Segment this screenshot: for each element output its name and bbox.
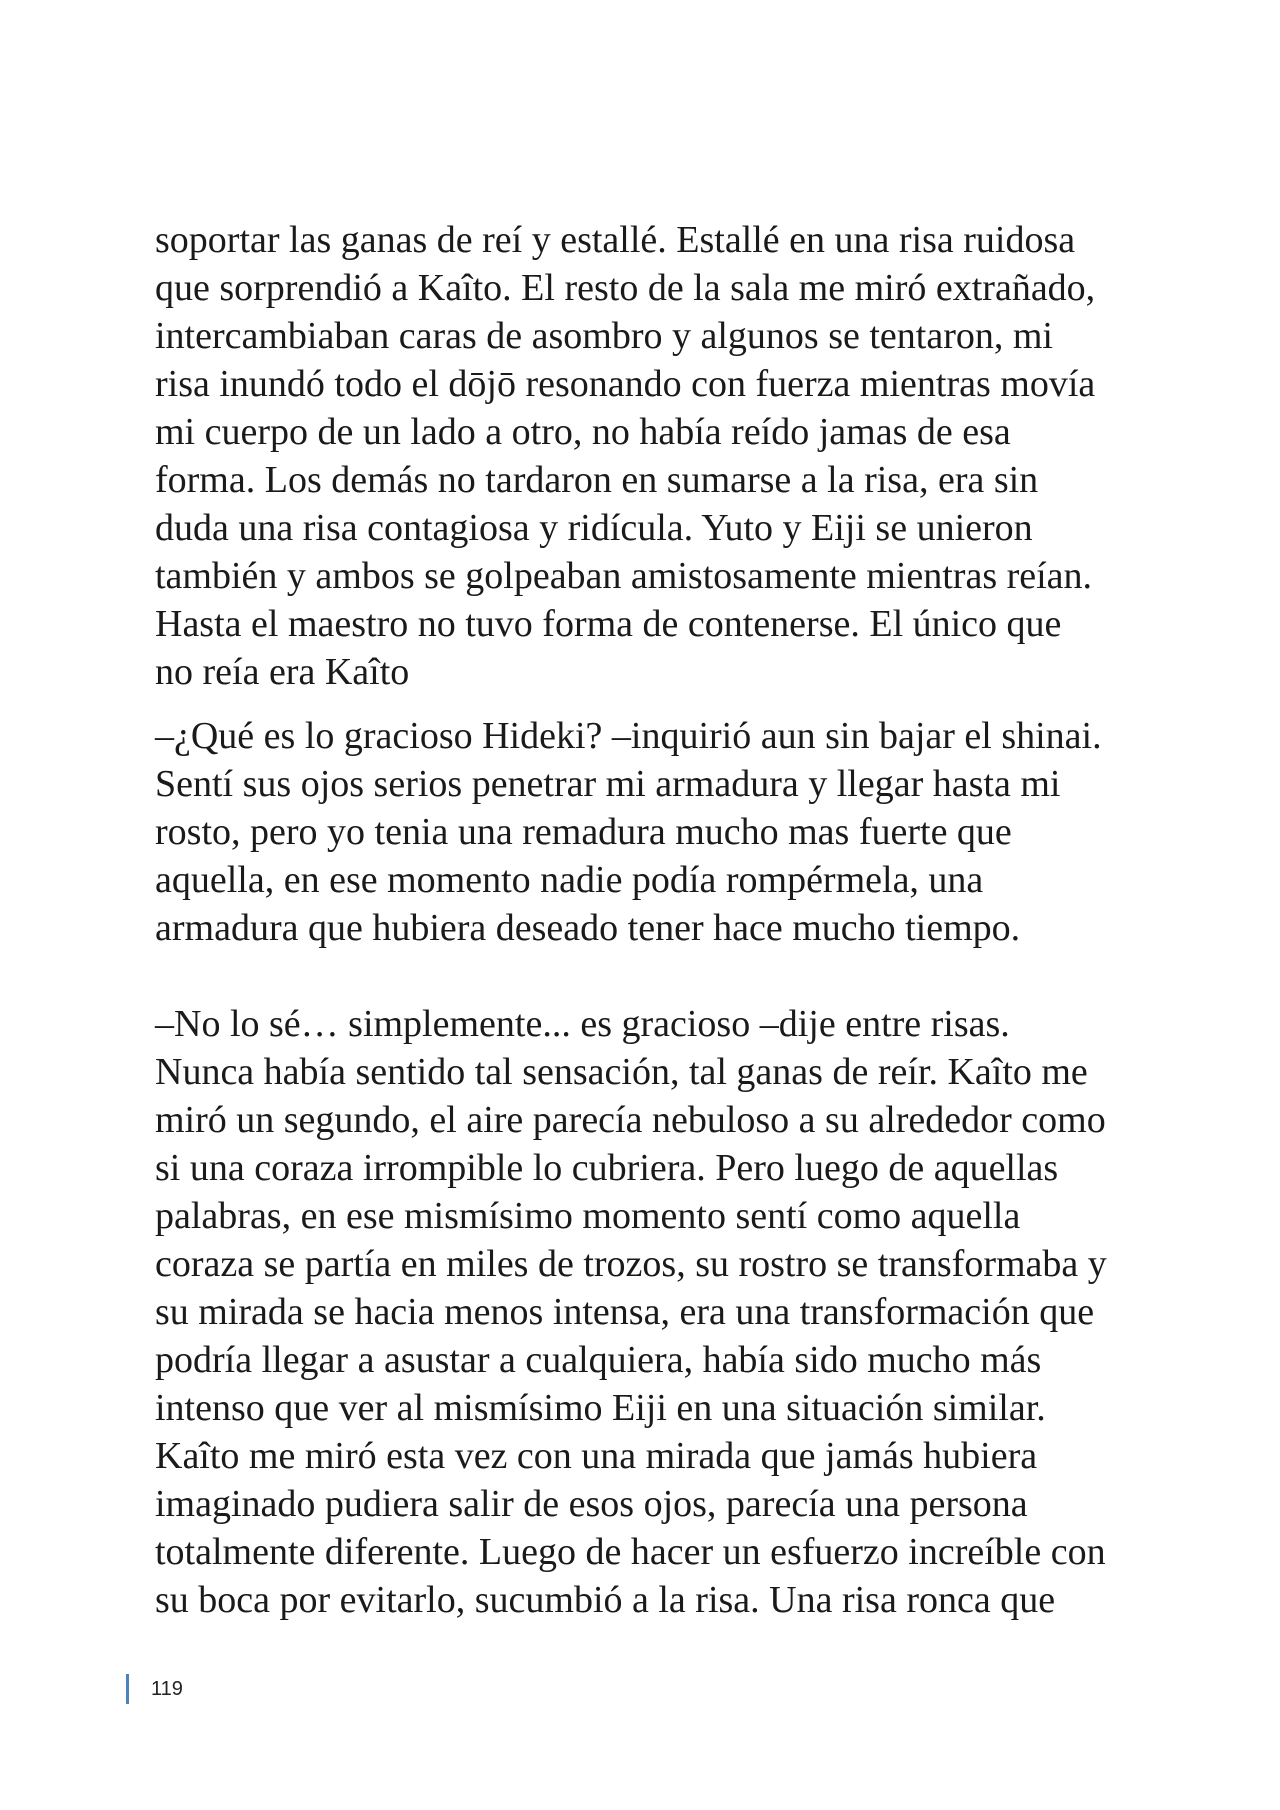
text-line: no reía era Kaîto bbox=[155, 651, 410, 693]
page-number: 119 bbox=[151, 1677, 183, 1700]
text-line: su mirada se hacia menos intensa, era una transformación que bbox=[155, 1291, 1095, 1333]
text-line: también y ambos se golpeaban amistosamente mientras reían. bbox=[155, 555, 1093, 597]
text-line: intercambiaban caras de asombro y algunos se tentaron, mi bbox=[155, 315, 1053, 357]
text-line: su boca por evitarlo, sucumbió a la risa. Una risa ronca que bbox=[155, 1579, 1056, 1621]
paragraph-1 bbox=[155, 216, 1140, 696]
text-line: Nunca había sentido tal sensación, tal ganas de reír. Kaîto me bbox=[155, 1051, 1088, 1093]
text-line: miró un segundo, el aire parecía nebuloso a su alrededor como bbox=[155, 1099, 1106, 1141]
text-line: –No lo sé… simplemente... es gracioso –dije entre risas. bbox=[155, 1003, 1010, 1045]
text-line: Sentí sus ojos serios penetrar mi armadura y llegar hasta mi bbox=[155, 763, 1061, 805]
text-line: podría llegar a asustar a cualquiera, había sido mucho más bbox=[155, 1339, 1042, 1381]
text-line: Hasta el maestro no tuvo forma de contenerse. El único que bbox=[155, 603, 1062, 645]
text-line: duda una risa contagiosa y ridícula. Yuto y Eiji se unieron bbox=[155, 507, 1033, 549]
text-line: intenso que ver al mismísimo Eiji en una situación similar. bbox=[155, 1387, 1046, 1429]
text-line: rosto, pero yo tenia una remadura mucho mas fuerte que bbox=[155, 811, 1012, 853]
text-line: armadura que hubiera deseado tener hace mucho tiempo. bbox=[155, 907, 1021, 949]
paragraph-3 bbox=[155, 1000, 1140, 1624]
text-line: totalmente diferente. Luego de hacer un esfuerzo increíble con bbox=[155, 1531, 1106, 1573]
text-line: forma. Los demás no tardaron en sumarse a la risa, era sin bbox=[155, 459, 1039, 501]
page-footer bbox=[126, 1673, 183, 1705]
paragraph-2 bbox=[155, 712, 1140, 952]
page-number-accent-bar bbox=[126, 1674, 129, 1704]
text-line: imaginado pudiera salir de esos ojos, parecía una persona bbox=[155, 1483, 1028, 1525]
text-line: aquella, en ese momento nadie podía rompérmela, una bbox=[155, 859, 984, 901]
text-line: palabras, en ese mismísimo momento sentí como aquella bbox=[155, 1195, 1021, 1237]
text-line: risa inundó todo el dōjō resonando con fuerza mientras movía bbox=[155, 363, 1096, 405]
text-line: soportar las ganas de reí y estallé. Estallé en una risa ruidosa bbox=[155, 219, 1076, 261]
text-line: si una coraza irrompible lo cubriera. Pero luego de aquellas bbox=[155, 1147, 1059, 1189]
text-line: coraza se partía en miles de trozos, su rostro se transformaba y bbox=[155, 1243, 1107, 1285]
text-line: Kaîto me miró esta vez con una mirada que jamás hubiera bbox=[155, 1435, 1038, 1477]
text-line: –¿Qué es lo gracioso Hideki? –inquirió aun sin bajar el shinai. bbox=[155, 715, 1102, 757]
text-line: que sorprendió a Kaîto. El resto de la sala me miró extrañado, bbox=[155, 267, 1096, 309]
text-line: mi cuerpo de un lado a otro, no había reído jamas de esa bbox=[155, 411, 1011, 453]
